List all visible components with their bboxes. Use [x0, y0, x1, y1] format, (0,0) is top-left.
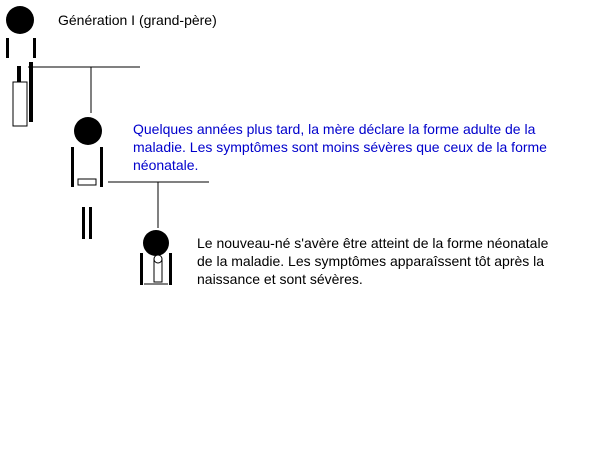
grandfather-chromosome-box [13, 82, 27, 126]
newborn-figure [140, 230, 172, 285]
mother-head [74, 117, 102, 145]
newborn-body-right [169, 253, 172, 285]
mother-body-left [71, 147, 74, 187]
grandfather-leg-right [29, 62, 33, 122]
mother-leg-right [89, 207, 92, 239]
generation2-description: Quelques années plus tard, la mère déclare la forme adulte de la maladie. Les symptômes sont moins sévères que ceux de la forme néonatale. [133, 121, 547, 173]
newborn-head [143, 230, 169, 256]
mother-figure [71, 117, 103, 239]
mother-leg-left [82, 207, 85, 239]
grandfather-figure [6, 6, 36, 126]
newborn-chromosome-top [154, 255, 162, 263]
newborn-body-left [140, 253, 143, 285]
mother-body-right [100, 147, 103, 187]
grandfather-head [6, 6, 34, 34]
mother-chromosome-box [78, 179, 96, 185]
generation1-label: Génération I (grand-père) [58, 12, 217, 28]
generation3-description: Le nouveau-né s'avère être atteint de la forme néonatale de la maladie. Les symptômes apparaîssent tôt après la naissance et sont sévères. [197, 235, 549, 287]
grandfather-body-left [6, 38, 9, 58]
grandfather-body-right [33, 38, 36, 58]
